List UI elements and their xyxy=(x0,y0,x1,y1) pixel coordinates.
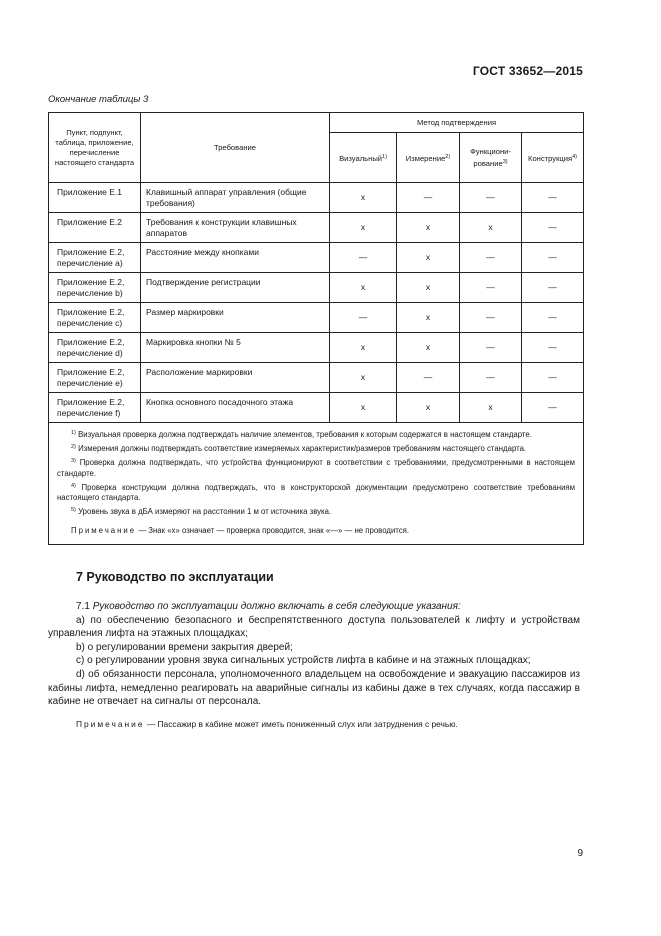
cell-measurement: — xyxy=(397,183,460,213)
table-caption: Окончание таблицы 3 xyxy=(48,94,149,105)
list-item: с) о регулировании уровня звука сигнальных устройств лифта в кабине и на этажных площадках; xyxy=(76,655,531,667)
table-row xyxy=(49,183,584,213)
table-row xyxy=(49,303,584,333)
cell-functioning: x xyxy=(460,393,522,423)
list-item: а) по обеспечению безопасного и беспрепятственного доступа пользователей к лифту и устройствам управления лифта на этажных площадках; xyxy=(48,614,580,640)
cell-functioning: — xyxy=(460,243,522,273)
cell-construction: — xyxy=(522,393,584,423)
cell-visual: — xyxy=(330,303,397,333)
cell-visual: x xyxy=(330,213,397,243)
footnote: $^{5)}$ Уровень звука в дБА измеряют на расстоянии 1 м от источника звука. xyxy=(71,507,332,516)
cell-visual: x xyxy=(330,333,397,363)
cell-visual: x xyxy=(330,183,397,213)
cell-requirement: Требования к конструкции клавишных аппаратов xyxy=(141,213,330,243)
table-row xyxy=(49,213,584,243)
cell-requirement: Расстояние между кнопками xyxy=(141,243,330,273)
cell-construction: — xyxy=(522,363,584,393)
cell-measurement: — xyxy=(397,363,460,393)
cell-visual: x xyxy=(330,393,397,423)
cell-clause: Приложение Е.2, перечисление е) xyxy=(49,363,141,393)
cell-measurement: x xyxy=(397,243,460,273)
cell-functioning: — xyxy=(460,363,522,393)
table-row xyxy=(49,393,584,423)
cell-functioning: x xyxy=(460,213,522,243)
cell-requirement: Маркировка кнопки № 5 xyxy=(141,333,330,363)
cell-construction: — xyxy=(522,303,584,333)
cell-clause: Приложение Е.2 xyxy=(49,213,141,243)
cell-clause: Приложение Е.2, перечисление b) xyxy=(49,273,141,303)
table-row xyxy=(49,363,584,393)
cell-construction: — xyxy=(522,183,584,213)
table-note: Примечание — Знак «х» означает — проверка проводится, знак «—» — не проводится. xyxy=(71,525,410,535)
footnote: $^{3)}$ Проверка должна подтверждать, что устройства функционируют в соответствии с требованиями, предусмотренными в настоящем стандарте. xyxy=(57,458,576,478)
list-item: b) о регулировании времени закрытия дверей; xyxy=(76,641,293,653)
cell-clause: Приложение Е.2, перечисление d) xyxy=(49,333,141,363)
cell-construction: — xyxy=(522,213,584,243)
table-footnotes xyxy=(49,423,584,545)
header-construction: Конструкция$^{4)}$ xyxy=(522,133,584,183)
cell-measurement: x xyxy=(397,273,460,303)
table-body xyxy=(49,183,584,545)
requirements-table-container xyxy=(48,112,583,545)
cell-construction: — xyxy=(522,333,584,363)
cell-measurement: x xyxy=(397,303,460,333)
cell-measurement: x xyxy=(397,393,460,423)
cell-clause: Приложение Е.1 xyxy=(49,183,141,213)
cell-requirement: Подтверждение регистрации xyxy=(141,273,330,303)
header-clause: Пункт, подпункт, таблица, приложение, перечисление настоящего стандарта xyxy=(49,113,141,183)
list-item: d) об обязанности персонала, уполномоченного владельцем на освобождение и эвакуацию пассажиров из кабины лифта, немедленно реагировать на аварийные сигналы из кабины даже в тех случаях, когда пассажир в кабине не отвечает на сигналы от персонала. xyxy=(48,668,580,708)
table-row xyxy=(49,273,584,303)
cell-requirement: Расположение маркировки xyxy=(141,363,330,393)
cell-functioning: — xyxy=(460,183,522,213)
cell-construction: — xyxy=(522,243,584,273)
section-title: 7 Руководство по эксплуатации xyxy=(76,570,274,584)
cell-visual: x xyxy=(330,273,397,303)
cell-measurement: x xyxy=(397,213,460,243)
document-id: ГОСТ 33652—2015 xyxy=(472,64,583,78)
table-row xyxy=(49,243,584,273)
section-body xyxy=(48,600,580,731)
cell-requirement: Клавишный аппарат управления (общие требования) xyxy=(141,183,330,213)
page-number: 9 xyxy=(577,848,583,859)
section-note: Примечание — Пассажир в кабине может иметь пониженный слух или затруднения с речью. xyxy=(76,718,458,729)
cell-clause: Приложение Е.2, перечисление с) xyxy=(49,303,141,333)
cell-clause: Приложение Е.2, перечисление а) xyxy=(49,243,141,273)
header-functioning: Функциони-рование$^{3)}$ xyxy=(460,133,522,183)
cell-measurement: x xyxy=(397,333,460,363)
cell-construction: — xyxy=(522,273,584,303)
requirements-table xyxy=(48,112,584,545)
header-method-group: Метод подтверждения xyxy=(330,113,584,133)
cell-functioning: — xyxy=(460,273,522,303)
cell-clause: Приложение Е.2, перечисление f) xyxy=(49,393,141,423)
cell-visual: — xyxy=(330,243,397,273)
cell-requirement: Кнопка основного посадочного этажа xyxy=(141,393,330,423)
cell-visual: x xyxy=(330,363,397,393)
header-measurement: Измерение$^{2)}$ xyxy=(397,133,460,183)
cell-requirement: Размер маркировки xyxy=(141,303,330,333)
footnote: $^{4)}$ Проверка конструкции должна подтверждать, что в конструкторской документации предусмотрено соответствие требованиям настоящего стандарта. xyxy=(57,482,576,502)
section-intro: 7.1 Руководство по эксплуатации должно включать в себя следующие указания: xyxy=(76,601,461,612)
footnote: $^{2)}$ Измерения должны подтверждать соответствие измеряемых характеристик/размеров требованиям настоящего стандарта. xyxy=(71,444,527,453)
cell-functioning: — xyxy=(460,303,522,333)
cell-functioning: — xyxy=(460,333,522,363)
header-requirement: Требование xyxy=(141,113,330,183)
header-visual: Визуальный$^{1)}$ xyxy=(330,133,397,183)
table-row xyxy=(49,333,584,363)
footnote: $^{1)}$ Визуальная проверка должна подтверждать наличие элементов, требования к которым содержатся в настоящем стандарте. xyxy=(71,430,532,439)
